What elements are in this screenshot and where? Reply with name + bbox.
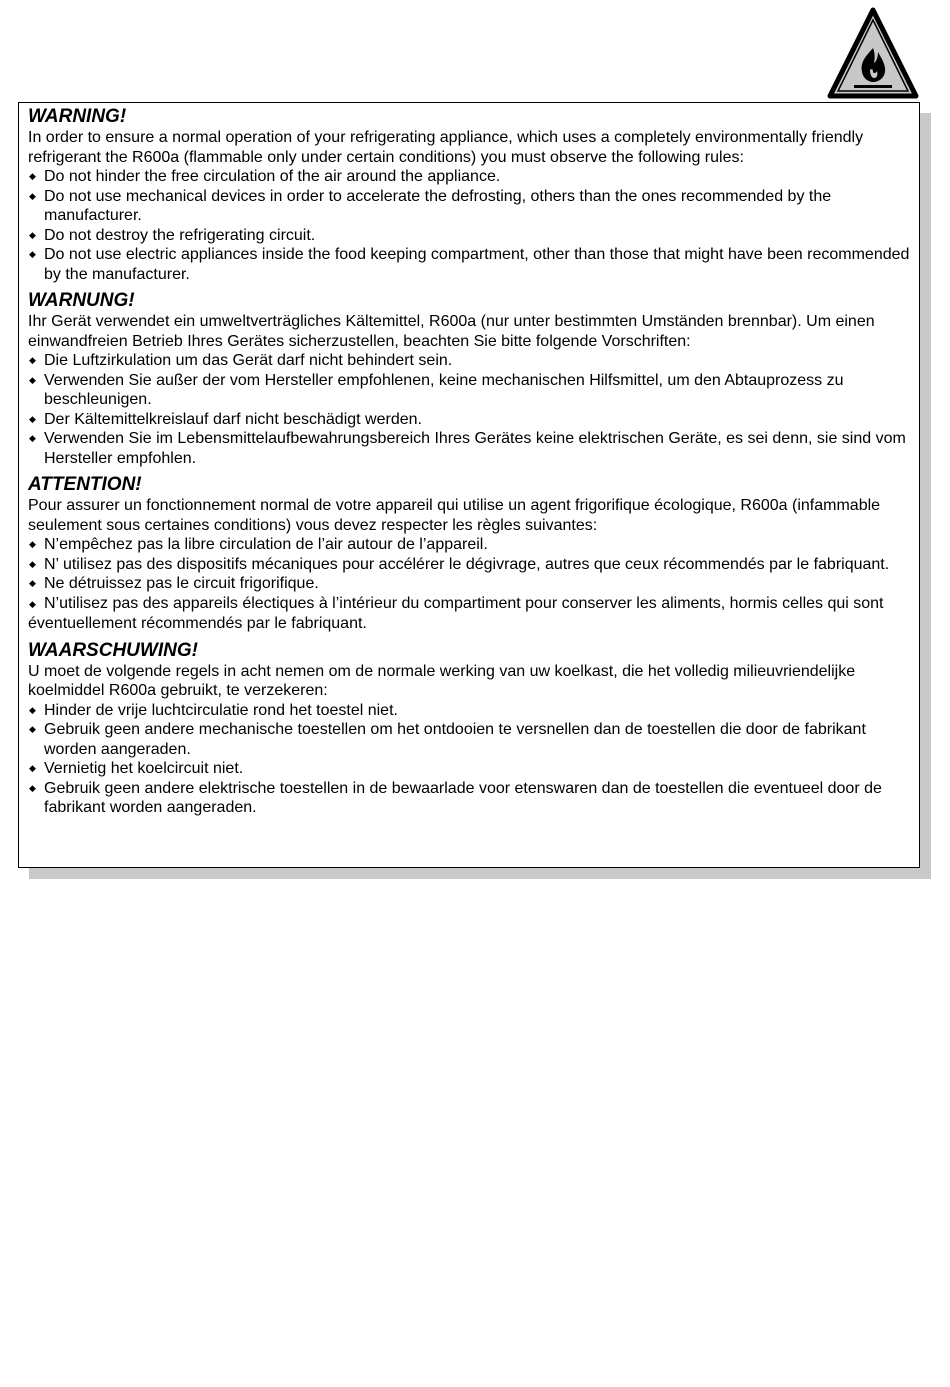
diamond-bullet-icon: ◆ [29, 229, 36, 240]
list-item [28, 167, 911, 187]
diamond-bullet-icon: ◆ [29, 782, 36, 793]
section-intro: Ihr Gerät verwendet ein umweltverträgliches Kältemittel, R600a (nur unter bestimmten Umständen brennbar). Um einen einwandfreien Betrieb Ihres Gerätes sicherzustellen, beachten Sie bitte folgende Vorschriften: [28, 313, 875, 350]
rule-text: Gebruik geen andere elektrische toestellen in de bewaarlade voor etenswaren dan de toestellen die eventueel door de fabrikant worden aangeraden. [44, 779, 882, 816]
list-item [28, 759, 911, 779]
diamond-bullet-icon: ◆ [29, 413, 36, 424]
diamond-bullet-icon: ◆ [29, 763, 36, 773]
rule-text: N’empêchez pas la libre circulation de l’air autour de l’appareil. [44, 536, 488, 553]
rule-text: Die Luftzirkulation um das Gerät darf nicht behindert sein. [44, 352, 453, 369]
section-intro: In order to ensure a normal operation of your refrigerating appliance, which uses a completely environmentally friendly refrigerant the R600a (flammable only under certain conditions) you must observe the following rules: [28, 129, 864, 166]
flammable-warning-icon [826, 6, 920, 102]
diamond-bullet-icon: ◆ [29, 724, 36, 734]
rule-text: Do not use electric appliances inside the food keeping compartment, other than those that might have been recommended by the manufacturer. [44, 246, 910, 283]
section-intro: Pour assurer un fonctionnement normal de votre appareil qui utilise un agent frigorifique écologique, R600a (infammable seulement sous certaines conditions) vous devez respecter les règles suivantes: [28, 497, 881, 534]
diamond-bullet-icon: ◆ [29, 433, 36, 443]
list-item [28, 535, 911, 555]
rule-text: N’ utilisez pas des dispositifs mécaniques pour accélérer le dégivrage, autres que ceux récommendés par le fabriquant. [44, 555, 890, 573]
list-item [28, 429, 911, 468]
list-item [28, 410, 911, 430]
list-item [28, 555, 911, 575]
section-dutch [28, 640, 911, 818]
section-title: WAARSCHUWING! [28, 639, 198, 661]
rule-text: Vernietig het koelcircuit niet. [44, 760, 244, 777]
diamond-bullet-icon: ◆ [29, 704, 36, 715]
diamond-bullet-icon: ◆ [29, 374, 36, 385]
list-item [28, 371, 911, 410]
diamond-bullet-icon: ◆ [29, 598, 36, 609]
list-item [28, 187, 911, 226]
diamond-bullet-icon: ◆ [29, 171, 36, 181]
list-item [28, 226, 911, 246]
list-item [28, 779, 911, 818]
rule-text: Gebruik geen andere mechanische toestellen om het ontdooien te versnellen dan de toestellen die door de fabrikant worden aangeraden. [44, 721, 866, 758]
rule-text: Verwenden Sie außer der vom Hersteller empfohlenen, keine mechanischen Hilfsmittel, um den Abtauprozess zu beschleunigen. [44, 371, 844, 408]
rules-list [28, 535, 911, 634]
list-item [28, 594, 911, 634]
rule-text: Der Kältemittelkreislauf darf nicht beschädigt werden. [44, 410, 422, 428]
rule-text: Do not destroy the refrigerating circuit. [44, 226, 316, 244]
list-item [28, 701, 911, 721]
section-german [28, 290, 911, 468]
list-item [28, 351, 911, 371]
diamond-bullet-icon: ◆ [29, 190, 36, 201]
rule-text: Hinder de vrije luchtcirculatie rond het toestel niet. [44, 701, 398, 719]
rules-list [28, 351, 911, 468]
section-title: WARNUNG! [28, 290, 135, 311]
list-item [28, 245, 911, 284]
diamond-bullet-icon: ◆ [29, 578, 36, 588]
list-item [28, 574, 911, 594]
diamond-bullet-icon: ◆ [29, 249, 36, 259]
rule-text: Do not use mechanical devices in order to accelerate the defrosting, others than the ones recommended by the manufacturer. [44, 187, 832, 224]
rule-text: Verwenden Sie im Lebensmittelaufbewahrungsbereich Ihres Gerätes keine elektrischen Geräte, es sei denn, sie sind vom Hersteller empfohlen. [44, 430, 906, 467]
section-intro: U moet de volgende regels in acht nemen om de normale werking van uw koelkast, die het volledig milieuvriendelijke koelmiddel R600a gebruikt, te verzekeren: [28, 662, 856, 699]
diamond-bullet-icon: ◆ [29, 558, 36, 569]
warning-box [18, 102, 920, 868]
section-english [28, 106, 911, 284]
diamond-bullet-icon: ◆ [29, 539, 36, 549]
rule-text: N’utilisez pas des appareils électiques à l’intérieur du compartiment pour conserver les aliments, hormis celles qui sont éventuellement récommendés par le fabriquant. [28, 594, 884, 632]
rule-text: Do not hinder the free circulation of the air around the appliance. [44, 168, 501, 185]
rules-list [28, 701, 911, 818]
rule-text: Ne détruissez pas le circuit frigorifique. [44, 575, 319, 592]
section-title: ATTENTION! [28, 474, 142, 495]
section-title: WARNING! [28, 106, 127, 127]
diamond-bullet-icon: ◆ [29, 355, 36, 365]
rules-list [28, 167, 911, 284]
section-french [28, 474, 911, 634]
list-item [28, 720, 911, 759]
